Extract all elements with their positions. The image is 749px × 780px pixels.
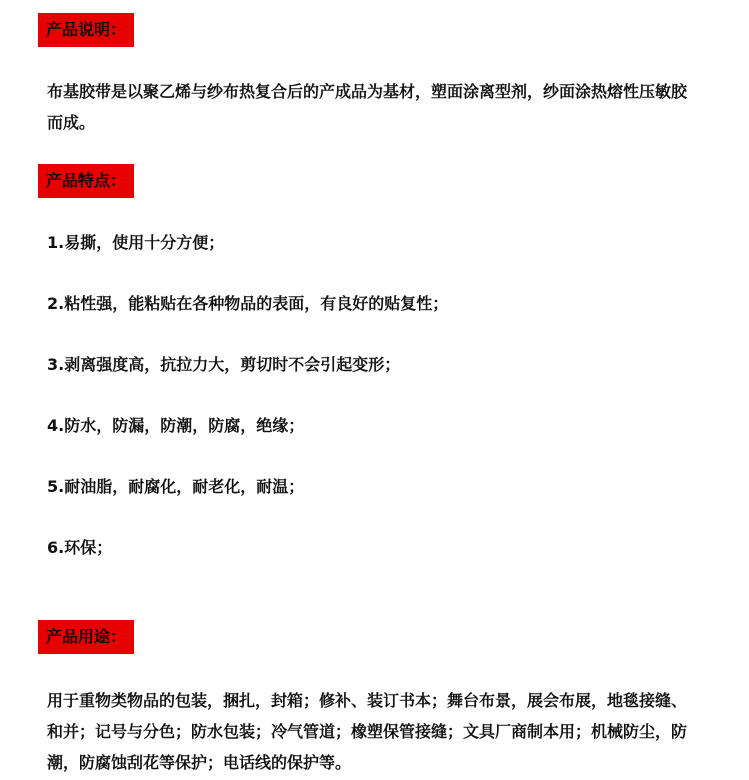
feature-item: 4.防水，防漏，防潮，防腐，绝缘； — [47, 416, 305, 435]
feature-item: 5.耐油脂，耐腐化，耐老化，耐温； — [47, 477, 305, 496]
feature-item: 3.剥离强度高，抗拉力大，剪切时不会引起变形； — [47, 355, 401, 374]
usage-text: 用于重物类物品的包装，捆扎，封箱；修补、装订书本；舞台布景，展会布展，地毯接缝、和并；记号与分色；防水包装；冷气管道；橡塑保管接缝；文具厂商制本用；机械防尘，防潮，防腐蚀刮花等保护；电话线的保护等。 — [47, 691, 688, 772]
description-text: 布基胶带是以聚乙烯与纱布热复合后的产成品为基材，塑面涂离型剂，纱面涂热熔性压敏胶而成。 — [47, 82, 688, 132]
feature-item: 1.易撕，使用十分方便； — [47, 233, 225, 252]
feature-item: 2.粘性强，能粘贴在各种物品的表面，有良好的贴复性； — [47, 294, 449, 313]
feature-item: 6.环保； — [47, 538, 113, 557]
usage-heading: 产品用途： — [38, 620, 134, 654]
features-heading: 产品特点： — [38, 164, 134, 198]
description-heading: 产品说明： — [38, 13, 134, 47]
